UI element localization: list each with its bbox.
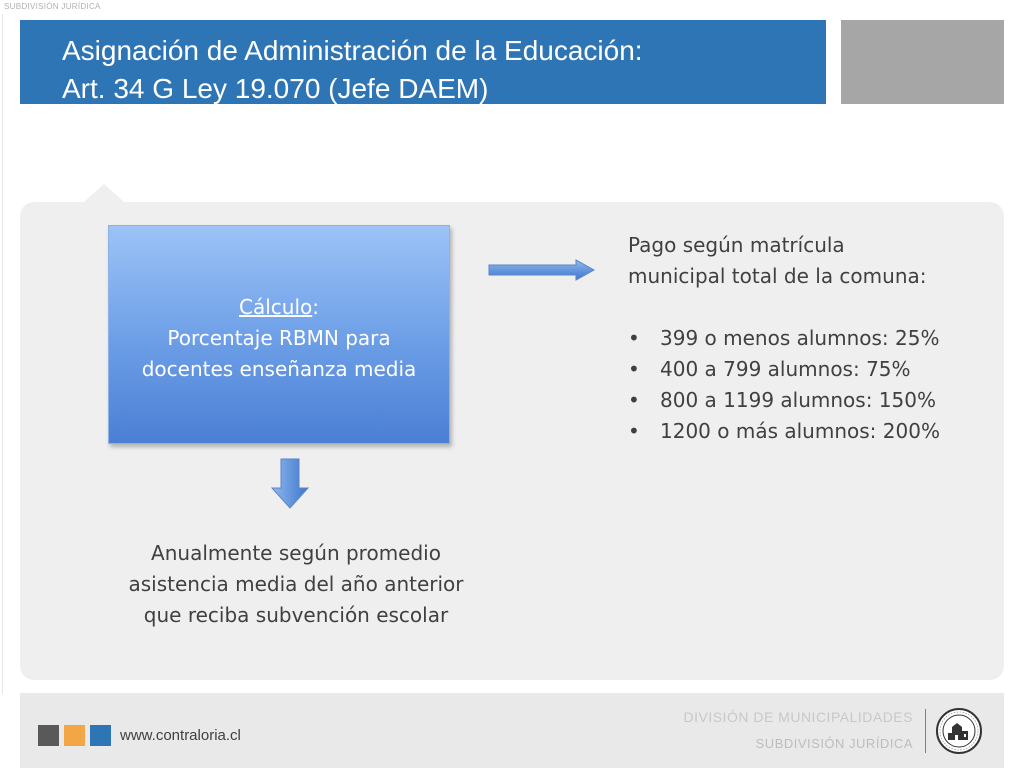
website-link[interactable]: www.contraloria.cl bbox=[120, 727, 241, 744]
annual-note-line-3: que reciba subvención escolar bbox=[143, 603, 449, 627]
footer-bar bbox=[20, 693, 1004, 768]
payment-tier-text: 800 a 1199 alumnos: 150% bbox=[660, 388, 936, 412]
calculation-box bbox=[108, 225, 450, 444]
calculation-line-2: docentes enseñanza media bbox=[141, 357, 417, 381]
bullet: • bbox=[628, 419, 640, 443]
division-name: DIVISIÓN DE MUNICIPALIDADES bbox=[683, 709, 913, 725]
panel-notch bbox=[84, 184, 124, 202]
calculation-heading: Cálculo bbox=[239, 295, 313, 319]
title-accent-block bbox=[841, 20, 1004, 104]
calculation-heading-line bbox=[109, 292, 449, 323]
payment-intro-line-1: Pago según matrícula bbox=[628, 233, 845, 257]
payment-tier-text: 400 a 799 alumnos: 75% bbox=[660, 357, 911, 381]
footer-square-gray bbox=[38, 725, 59, 746]
annual-note bbox=[110, 538, 482, 631]
title-line-1: Asignación de Administración de la Educación: bbox=[62, 35, 643, 66]
bullet: • bbox=[628, 326, 640, 350]
payment-tier-list bbox=[628, 323, 988, 447]
footer-square-orange bbox=[64, 725, 85, 746]
annual-note-line-2: asistencia media del año anterior bbox=[128, 572, 464, 596]
annual-note-line-1: Anualmente según promedio bbox=[151, 541, 441, 565]
title-line-2: Art. 34 G Ley 19.070 (Jefe DAEM) bbox=[62, 73, 489, 104]
bullet: • bbox=[628, 388, 640, 412]
arrow-down-icon bbox=[270, 458, 310, 510]
payment-tier-text: 399 o menos alumnos: 25% bbox=[660, 326, 940, 350]
calculation-colon: : bbox=[312, 295, 319, 319]
footer-square-blue bbox=[90, 725, 111, 746]
corner-subdivision-label: SUBDIVISIÓN JURÍDICA bbox=[4, 2, 101, 11]
payment-intro-line-2: municipal total de la comuna: bbox=[628, 264, 927, 288]
title-bar bbox=[20, 20, 826, 104]
footer-separator bbox=[925, 709, 926, 753]
subdivision-name: SUBDIVISIÓN JURÍDICA bbox=[755, 736, 913, 751]
contraloria-seal-icon bbox=[935, 707, 983, 755]
arrow-right-icon bbox=[488, 259, 596, 281]
list-item bbox=[628, 354, 988, 385]
payment-info bbox=[628, 230, 988, 447]
calculation-line-1: Porcentaje RBMN para bbox=[167, 326, 391, 350]
bullet: • bbox=[628, 357, 640, 381]
list-item bbox=[628, 416, 988, 447]
left-divider bbox=[2, 14, 3, 694]
list-item bbox=[628, 323, 988, 354]
list-item bbox=[628, 385, 988, 416]
payment-tier-text: 1200 o más alumnos: 200% bbox=[660, 419, 940, 443]
